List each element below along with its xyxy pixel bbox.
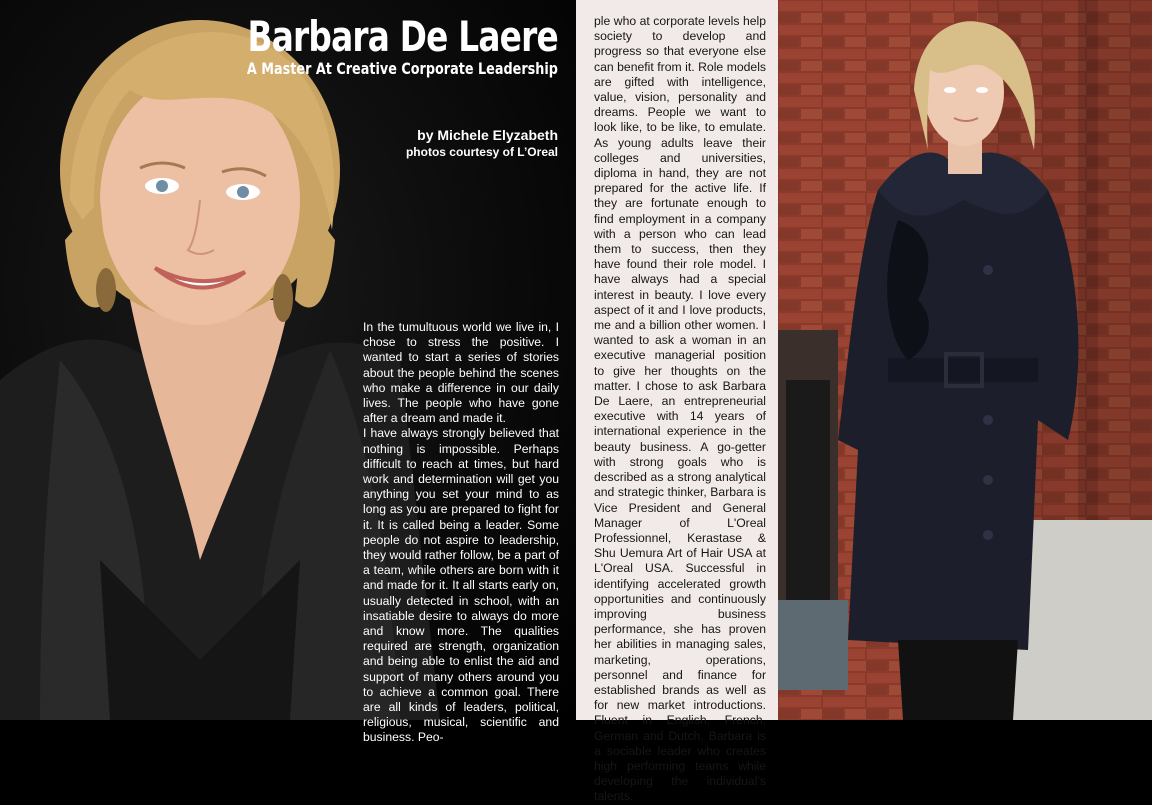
left-page [0, 0, 576, 745]
middle-text-column [576, 0, 778, 804]
body-paragraph: ple who at corporate levels help society to develop and progress so that everyone else can benefit from it. Role models are gifted with intelligence, value, vision, personality and dreams. People we want to look like, to be like, to emulate. As young adults leave their colleges and universities, diploma in hand, they are not prepared for the active life. If they are fortunate enough to find employment in a company with a person who can lead them to success, then they have found their role model. I have always had a special interest in beauty. I love every aspect of it and I love products, me and a billion other women. I wanted to ask a woman in an executive managerial position to give her thoughts on the matter. I chose to ask Barbara De Laere, an entrepreneurial executive with 14 years of international experience in the beauty business. A go-getter with strong goals who is described as a strong analytical and strategic thinker, Barbara is Vice President and General Manager of L'Oreal Professionnel, Kerastase & Shu Uemura Art of Hair USA at L'Oreal USA. Successful in identifying accelerated growth opportunities and continuously improving business performance, she has proven her abilities in managing sales, marketing, operations, personnel and finance for established brands as well as for new market introductions. Fluent in English, French, German and Dutch, Barbara is a sociable leader who creates high performing teams while developing the individual’s talents. [594, 14, 766, 804]
body-paragraph: In the tumultuous world we live in, I chose to stress the positive. I wanted to start a series of stories about the people behind the scenes who make a difference in our daily lives. The people who have gone after a dream and made it. [363, 320, 559, 426]
full-length-photo [778, 0, 1152, 720]
photo-credit: photos courtesy of L’Oreal [405, 145, 558, 159]
author-line: by Michele Elyzabeth [417, 127, 558, 143]
article-title: Barbara De Laere [247, 12, 558, 61]
byline [406, 126, 558, 160]
left-body-text [363, 320, 559, 746]
title-block [160, 12, 558, 78]
body-paragraph: I have always strongly believed that nothing is impossible. Perhaps difficult to reach at times, but hard work and determination will get you anything you set your mind to as long as you are prepared to fight for it. It is called being a leader. Some people do not aspire to leadership, they would rather follow, be a part of a team, while others are born with it and made for it. It all starts early on, usually detected in school, with an insatiable desire to always do more and know more. The qualities required are strength, organization and being able to enlist the aid and support of many others around you to achieve a common goal. There are all kinds of leaders, political, religious, musical, scientific and business. Peo- [363, 426, 559, 745]
article-subtitle: A Master At Creative Corporate Leadership [247, 59, 558, 78]
street-scene [778, 0, 1152, 720]
